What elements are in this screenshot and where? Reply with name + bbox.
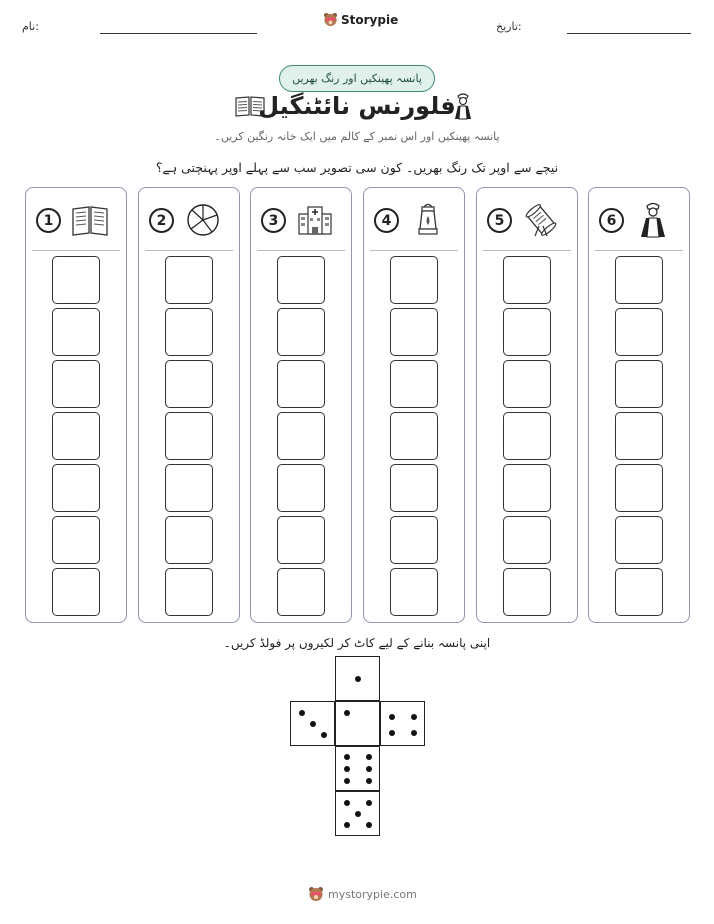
color-cell[interactable]: [165, 308, 213, 356]
column-divider: [595, 250, 683, 251]
instruction-text: نیچے سے اوپر تک رنگ بھریں۔ کون سی تصویر سب سے پہلے اوپر پہنچتی ہے؟: [155, 160, 559, 175]
pip: [366, 800, 372, 806]
color-cell[interactable]: [503, 256, 551, 304]
color-cell[interactable]: [165, 464, 213, 512]
lantern-icon: [408, 202, 448, 238]
pip: [389, 730, 395, 736]
color-cell[interactable]: [277, 464, 325, 512]
column-divider: [370, 250, 458, 251]
date-line: [567, 33, 691, 34]
pip: [344, 778, 350, 784]
page-title: فلورنس نائٹنگیل: [258, 92, 456, 120]
color-cell[interactable]: [277, 412, 325, 460]
pip: [411, 714, 417, 720]
column-number: 4: [374, 208, 399, 233]
column-divider: [257, 250, 345, 251]
color-cell[interactable]: [165, 412, 213, 460]
color-cell[interactable]: [503, 568, 551, 616]
book-icon: [70, 202, 110, 238]
die-face-1: [335, 656, 380, 701]
pip: [344, 766, 350, 772]
die-face-6: [335, 746, 380, 791]
color-cell[interactable]: [615, 256, 663, 304]
pip: [366, 822, 372, 828]
color-cell[interactable]: [390, 568, 438, 616]
pip: [321, 732, 327, 738]
color-cell[interactable]: [165, 360, 213, 408]
column-number: 6: [599, 208, 624, 233]
column-number: 2: [149, 208, 174, 233]
color-cell[interactable]: [615, 360, 663, 408]
brand-name: Storypie: [341, 12, 399, 27]
color-cell[interactable]: [165, 516, 213, 564]
pip: [355, 811, 361, 817]
color-cell[interactable]: [615, 464, 663, 512]
pip: [299, 710, 305, 716]
nurse-icon: [633, 202, 673, 238]
column-divider: [145, 250, 233, 251]
color-cell[interactable]: [615, 568, 663, 616]
color-cell[interactable]: [503, 464, 551, 512]
color-cell[interactable]: [52, 308, 100, 356]
pip: [344, 754, 350, 760]
color-cell[interactable]: [277, 516, 325, 564]
column-5: [476, 187, 578, 623]
footer: [308, 886, 417, 902]
name-line: [100, 33, 257, 34]
color-cell[interactable]: [615, 516, 663, 564]
color-cell[interactable]: [277, 568, 325, 616]
color-cell[interactable]: [277, 308, 325, 356]
column-number: 5: [487, 208, 512, 233]
color-cell[interactable]: [503, 516, 551, 564]
column-number: 3: [261, 208, 286, 233]
fold-instruction: اپنی پانسہ بنانے کے لیے کاٹ کر لکیروں پر فولڈ کریں۔: [223, 636, 491, 650]
color-cell[interactable]: [165, 256, 213, 304]
column-header: [589, 200, 689, 240]
pip: [389, 714, 395, 720]
color-cell[interactable]: [165, 568, 213, 616]
color-cell[interactable]: [52, 568, 100, 616]
color-cell[interactable]: [390, 516, 438, 564]
column-header: [477, 200, 577, 240]
column-header: [364, 200, 464, 240]
color-cell[interactable]: [390, 412, 438, 460]
die-face-4: [380, 701, 425, 746]
column-1: [25, 187, 127, 623]
pip: [344, 800, 350, 806]
die-face-1b: [335, 701, 380, 746]
brand-logo: [323, 12, 398, 27]
color-cell[interactable]: [390, 256, 438, 304]
column-header: [139, 200, 239, 240]
pip: [366, 778, 372, 784]
activity-pill: پانسہ پھینکیں اور رنگ بھریں: [279, 65, 435, 92]
pip: [355, 676, 361, 682]
nurse-icon: [452, 92, 474, 120]
pip: [366, 754, 372, 760]
subtitle: پانسہ پھینکیں اور اس نمبر کے کالم میں ایک خانہ رنگین کریں۔: [214, 130, 500, 143]
date-label: تاریخ:: [496, 20, 522, 33]
color-cell[interactable]: [390, 308, 438, 356]
footer-site[interactable]: mystorypie.com: [328, 887, 417, 901]
column-6: [588, 187, 690, 623]
pip: [411, 730, 417, 736]
color-cell[interactable]: [52, 516, 100, 564]
column-divider: [483, 250, 571, 251]
storypie-bear-icon: [308, 886, 324, 902]
color-cell[interactable]: [52, 256, 100, 304]
storypie-bear-icon: [323, 12, 338, 27]
column-header: [251, 200, 351, 240]
color-cell[interactable]: [277, 360, 325, 408]
pip: [366, 766, 372, 772]
column-4: [363, 187, 465, 623]
die-face-3: [290, 701, 335, 746]
die-face-5: [335, 791, 380, 836]
color-cell[interactable]: [503, 412, 551, 460]
column-header: [26, 200, 126, 240]
color-cell[interactable]: [52, 360, 100, 408]
pip: [344, 822, 350, 828]
pip: [344, 710, 350, 716]
color-cell[interactable]: [390, 360, 438, 408]
color-cell[interactable]: [615, 412, 663, 460]
pip: [310, 721, 316, 727]
column-2: [138, 187, 240, 623]
pie-chart-icon: [183, 202, 223, 238]
column-divider: [32, 250, 120, 251]
color-cell[interactable]: [615, 308, 663, 356]
color-cell[interactable]: [52, 464, 100, 512]
color-cell[interactable]: [390, 464, 438, 512]
column-3: [250, 187, 352, 623]
name-label: نام:: [22, 20, 39, 33]
color-cell[interactable]: [503, 360, 551, 408]
hospital-icon: [295, 202, 335, 238]
color-cell[interactable]: [277, 256, 325, 304]
column-number: 1: [36, 208, 61, 233]
color-cell[interactable]: [503, 308, 551, 356]
scroll-icon: [521, 202, 561, 238]
color-cell[interactable]: [52, 412, 100, 460]
